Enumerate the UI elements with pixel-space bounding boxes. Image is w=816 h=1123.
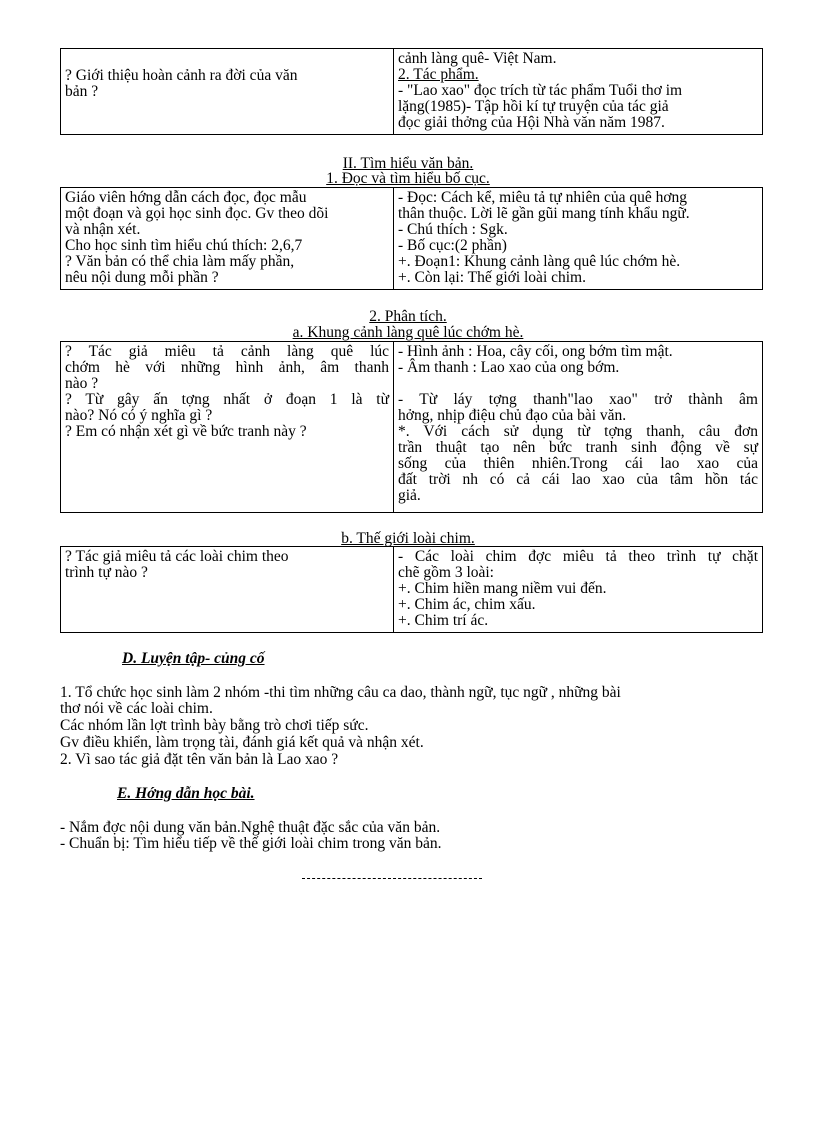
text-line: +. Chim hiền mang niềm vui đến. xyxy=(398,580,607,597)
table-analysis-b-questions xyxy=(61,547,394,632)
table-analysis-a xyxy=(60,341,763,513)
text-line: +. Còn lại: Thế giới loài chim. xyxy=(398,269,586,286)
text-line: - Chú thích : Sgk. xyxy=(398,221,508,238)
text-line: *. Với cách sử dụng từ tợng thanh, câu đơn xyxy=(398,423,758,440)
table-analysis-b xyxy=(60,546,763,633)
text-line: +. Chim trí ác. xyxy=(398,612,489,629)
text-line: ? Tác giả miêu tả cảnh làng quê lúc xyxy=(65,343,389,360)
text-line: ? Tác giả miêu tả các loài chim theo xyxy=(65,548,289,565)
text-line: trần thuật tạo nên bức tranh sinh động về sự xyxy=(398,439,758,456)
practice-line: thơ nói về các loài chim. xyxy=(60,700,213,717)
section-heading-D: D. Luyện tập- củng cố xyxy=(122,650,265,667)
text-line: nào ? xyxy=(65,375,99,392)
table-analysis-a-questions xyxy=(61,342,394,512)
practice-line: Các nhóm lần lợt trình bày bằng trò chơi tiếp sức. xyxy=(60,717,369,734)
practice-line: 1. Tổ chức học sinh làm 2 nhóm -thi tìm những câu ca dao, thành ngữ, tục ngữ , những bài xyxy=(60,684,621,701)
text-line: - Âm thanh : Lao xao của ong bớm. xyxy=(398,359,620,376)
text-line: - Hình ảnh : Hoa, cây cối, ong bớm tìm mật. xyxy=(398,343,673,360)
text-line: đọc giải thởng của Hội Nhà văn năm 1987. xyxy=(398,114,665,131)
text-line: - Từ láy tợng thanh"lao xao" trở thành âm xyxy=(398,391,758,408)
end-divider xyxy=(302,878,482,879)
text-line: nào? Nó có ý nghĩa gì ? xyxy=(65,407,213,424)
table-analysis-b-answers xyxy=(394,547,762,632)
subheading-tac-pham: 2. Tác phẩm. xyxy=(398,66,479,83)
text-line: sống của thiên nhiên.Trong cái lao xao của xyxy=(398,455,758,472)
practice-line: Gv điều khiển, làm trọng tài, đánh giá kết quả và nhận xét. xyxy=(60,734,424,751)
text-line: - Đọc: Cách kể, miêu tả tự nhiên của quê hơng xyxy=(398,189,688,206)
text-line: Giáo viên hớng dẫn cách đọc, đọc mẫu xyxy=(65,189,307,206)
text-line xyxy=(398,376,758,392)
text-line: Cho học sinh tìm hiểu chú thích: 2,6,7 xyxy=(65,237,303,254)
text-line: ? Giới thiệu hoàn cảnh ra đời của văn xyxy=(65,67,298,84)
section-heading-II: II. Tìm hiểu văn bản. xyxy=(342,155,474,172)
text-line: một đoạn và gọi học sinh đọc. Gv theo dõi xyxy=(65,205,329,222)
practice-line: 2. Vì sao tác giả đặt tên văn bản là Lao xao ? xyxy=(60,751,339,768)
text-line: nêu nội dung mỗi phần ? xyxy=(65,269,219,286)
text-line: cảnh làng quê- Việt Nam. xyxy=(398,50,557,67)
text-line: ? Em có nhận xét gì về bức tranh này ? xyxy=(65,423,307,440)
guide-line: - Nắm đợc nội dung văn bản.Nghệ thuật đặc sắc của văn bản. xyxy=(60,819,441,836)
section-heading-2a: a. Khung cảnh làng quê lúc chớm hè. xyxy=(292,324,524,341)
guide-line: - Chuẩn bị: Tìm hiểu tiếp về thế giới loài chim trong văn bản. xyxy=(60,835,442,852)
section-heading-2b: b. Thế giới loài chim. xyxy=(341,530,475,547)
text-line: thân thuộc. Lời lẽ gần gũi mang tính khẩu ngữ. xyxy=(398,205,690,222)
text-line: - Các loài chim đợc miêu tả theo trình tự chặt xyxy=(398,548,758,565)
text-line: ? Văn bản có thể chia làm mấy phần, xyxy=(65,253,295,270)
text-line: trình tự nào ? xyxy=(65,564,148,581)
text-line: ? Từ gây ấn tợng nhất ở đoạn 1 là từ xyxy=(65,391,389,408)
table-analysis-a-answers xyxy=(394,342,762,512)
text-line: +. Đoạn1: Khung cảnh làng quê lúc chớm hè. xyxy=(398,253,681,270)
text-line: và nhận xét. xyxy=(65,221,141,238)
text-line: hởng, nhịp điệu chủ đạo của bài văn. xyxy=(398,407,627,424)
table-context xyxy=(60,48,763,135)
text-line: lặng(1985)- Tập hồi kí tự truyện của tác giả xyxy=(398,98,669,115)
text-line: đất trời nh có cả cái lao xao của tâm hồn tác xyxy=(398,471,758,488)
text-line: +. Chim ác, chim xấu. xyxy=(398,596,536,613)
section-heading-2: 2. Phân tích. xyxy=(369,308,447,325)
section-heading-II-1: 1. Đọc và tìm hiểu bố cục. xyxy=(326,170,490,187)
table-context-answers xyxy=(394,49,762,134)
table-reading xyxy=(60,187,763,290)
section-heading-E: E. Hớng dẫn học bài. xyxy=(117,785,255,802)
text-line: chẽ gồm 3 loài: xyxy=(398,564,494,581)
text-line: - Bố cục:(2 phần) xyxy=(398,237,507,254)
table-reading-content xyxy=(394,188,762,289)
table-context-questions xyxy=(61,49,394,134)
text-line: bản ? xyxy=(65,83,99,100)
text-line: giả. xyxy=(398,487,421,504)
table-reading-teacher xyxy=(61,188,394,289)
text-line: chớm hè với những hình ảnh, âm thanh xyxy=(65,359,389,376)
text-line: - "Lao xao" đọc trích từ tác phẩm Tuổi thơ im xyxy=(398,82,683,99)
